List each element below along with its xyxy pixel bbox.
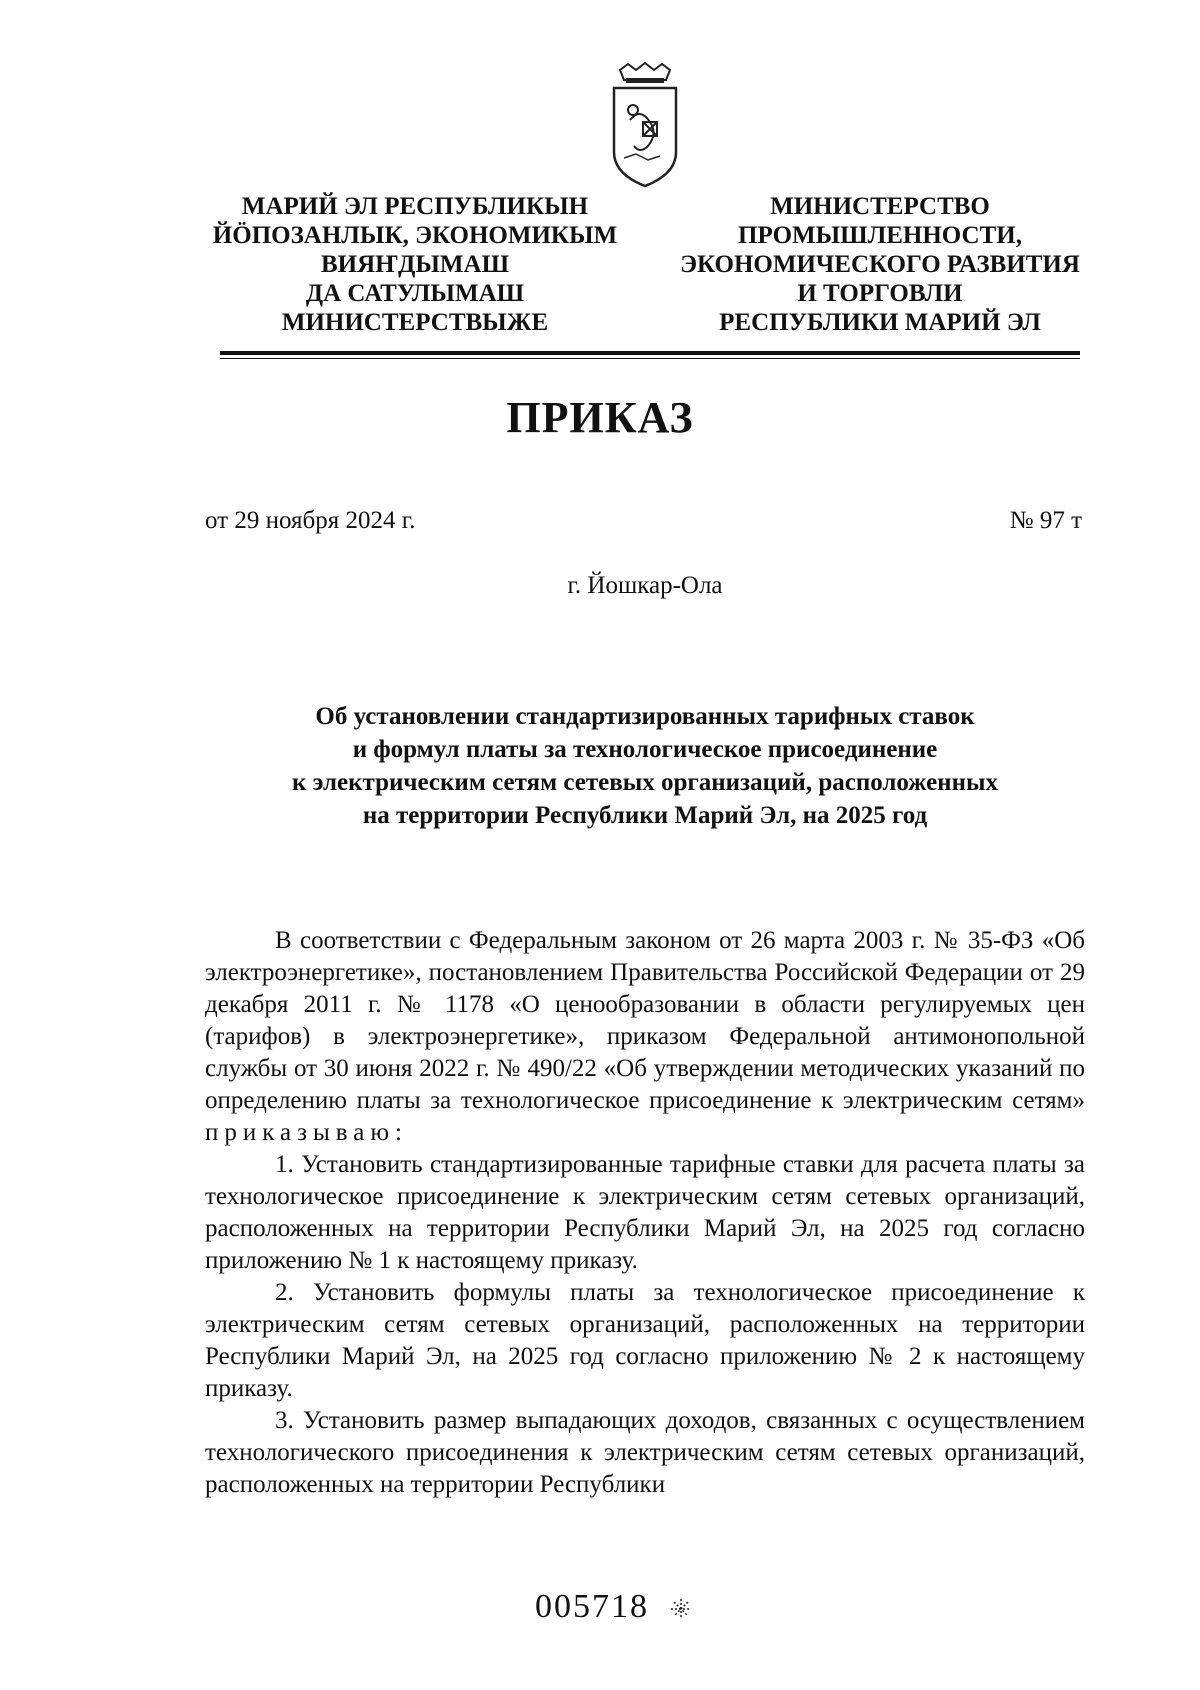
header-divider-thick: [220, 351, 1080, 355]
order-item: 1. Установить стандартизированные тарифные ставки для расчета платы за технологическое присоединение к электрическим сетям сетевых организаций, расположенных на территории Республики Марий Эл, на 2025 год согласно приложению № 1 к настоящему приказу.: [205, 1151, 1085, 1274]
header-right-line: МИНИСТЕРСТВО: [770, 193, 990, 220]
snowflake-icon: [670, 1598, 692, 1620]
header-left-line: МАРИЙ ЭЛ РЕСПУБЛИКЫН: [241, 193, 589, 220]
title-line: к электрическим сетям сетевых организаций, расположенных: [291, 769, 999, 796]
document-date: от 29 ноября 2024 г.: [205, 507, 416, 534]
footer-serial-number: 005718: [535, 1588, 649, 1625]
title-line: на территории Республики Марий Эл, на 2025 год: [362, 802, 928, 829]
header-left-line: ДА САТУЛЫМАШ: [305, 280, 525, 307]
order-item: 2. Установить формулы платы за технологическое присоединение к электрическим сетям сетевых организаций, расположенных на территории Республики Марий Эл, на 2025 год согласно приложению № 2 к настоящему приказу.: [205, 1279, 1085, 1402]
title-line: и формул платы за технологическое присоединение: [352, 736, 938, 763]
header-left-line: ВИЯҤДЫМАШ: [320, 251, 510, 278]
header-left-line: ЙӦПОЗАНЛЫК, ЭКОНОМИКЫМ: [212, 222, 618, 249]
document-body: [205, 925, 1085, 1501]
header-right-line: ЭКОНОМИЧЕСКОГО РАЗВИТИЯ: [680, 251, 1080, 278]
title-line: Об установлении стандартизированных тарифных ставок: [315, 703, 975, 730]
header-right-line: И ТОРГОВЛИ: [797, 280, 963, 307]
header-right-line: ПРОМЫШЛЕННОСТИ,: [738, 222, 1022, 249]
footer-serial-block: [535, 1588, 692, 1626]
document-number: № 97 т: [1009, 507, 1082, 534]
document-type: ПРИКАЗ: [506, 393, 694, 442]
preamble-action: приказываю:: [205, 1119, 408, 1146]
preamble-paragraph: [205, 925, 1085, 1149]
header-right-line: РЕСПУБЛИКИ МАРИЙ ЭЛ: [719, 309, 1041, 336]
order-item: 3. Установить размер выпадающих доходов, связанных с осуществлением технологического присоединения к электрическим сетям сетевых организаций, расположенных на территории Республики: [205, 1407, 1085, 1498]
header-russian-name: [670, 192, 1090, 337]
header-left-line: МИНИСТЕРСТВЫЖЕ: [281, 309, 549, 336]
document-title: [0, 700, 1200, 832]
header-marí-name: [205, 192, 625, 337]
header-divider-thin: [220, 358, 1080, 359]
preamble-text: В соответствии с Федеральным законом от 26 марта 2003 г. № 35-ФЗ «Об электроэнергетике», постановлением Правительства Российской Федерации от 29 декабря 2011 г. № 1178 «О ценообразовании в области регулируемых цен (тарифов) в электроэнергетике», приказом Федеральной антимонопольной службы от 30 июня 2022 г. № 490/22 «Об утверждении методических указаний по определению платы за технологическое присоединение к электрическим сетям»: [205, 927, 1085, 1114]
document-city: г. Йошкар-Ола: [567, 572, 723, 599]
coat-of-arms-icon: [600, 62, 690, 190]
